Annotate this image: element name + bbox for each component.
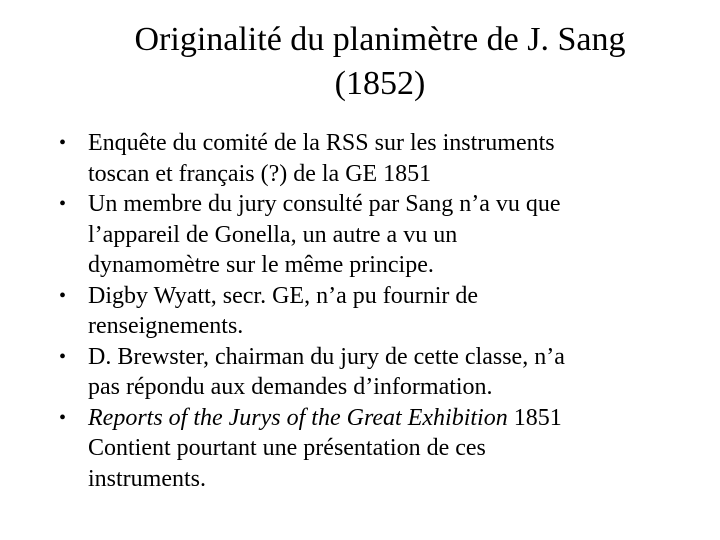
bullet-icon: • xyxy=(59,345,67,368)
bullet-item xyxy=(56,128,696,189)
title-line-1: Originalité du planimètre de J. Sang xyxy=(134,21,626,58)
report-title-italic: Reports of the Jurys of the Great Exhibition xyxy=(88,404,508,431)
bullet-icon: • xyxy=(59,284,67,307)
bullet-line xyxy=(88,403,696,434)
bullet-icon: • xyxy=(59,193,67,215)
bullet-item xyxy=(56,189,696,281)
bullet-item xyxy=(56,342,696,403)
bullet-line: Contient pourtant une présentation de ces xyxy=(88,435,486,461)
bullet-line: renseignements. xyxy=(88,313,244,339)
bullet-line: D. Brewster, chairman du jury de cette classe, n’a xyxy=(88,343,565,370)
bullet-line: l’appareil de Gonella, un autre a vu un xyxy=(88,221,458,248)
bullet-item xyxy=(56,403,696,495)
bullet-line: Enquête du comité de la RSS sur les instruments xyxy=(88,130,555,156)
bullet-line: dynamomètre sur le même principe. xyxy=(88,252,434,278)
bullet-line: pas répondu aux demandes d’information. xyxy=(88,374,493,400)
slide-title xyxy=(40,18,720,106)
bullet-line: Un membre du jury consulté par Sang n’a vu que xyxy=(88,191,561,217)
title-line-2: (1852) xyxy=(334,65,426,102)
bullet-line: instruments. xyxy=(88,465,206,492)
bullet-list xyxy=(56,128,696,494)
bullet-line: Digby Wyatt, secr. GE, n’a pu fournir de xyxy=(88,282,479,309)
bullet-icon: • xyxy=(59,132,67,154)
bullet-icon: • xyxy=(59,406,67,429)
bullet-item xyxy=(56,281,696,342)
report-year: 1851 xyxy=(507,404,562,431)
bullet-line: toscan et français (?) de la GE 1851 xyxy=(88,160,432,187)
